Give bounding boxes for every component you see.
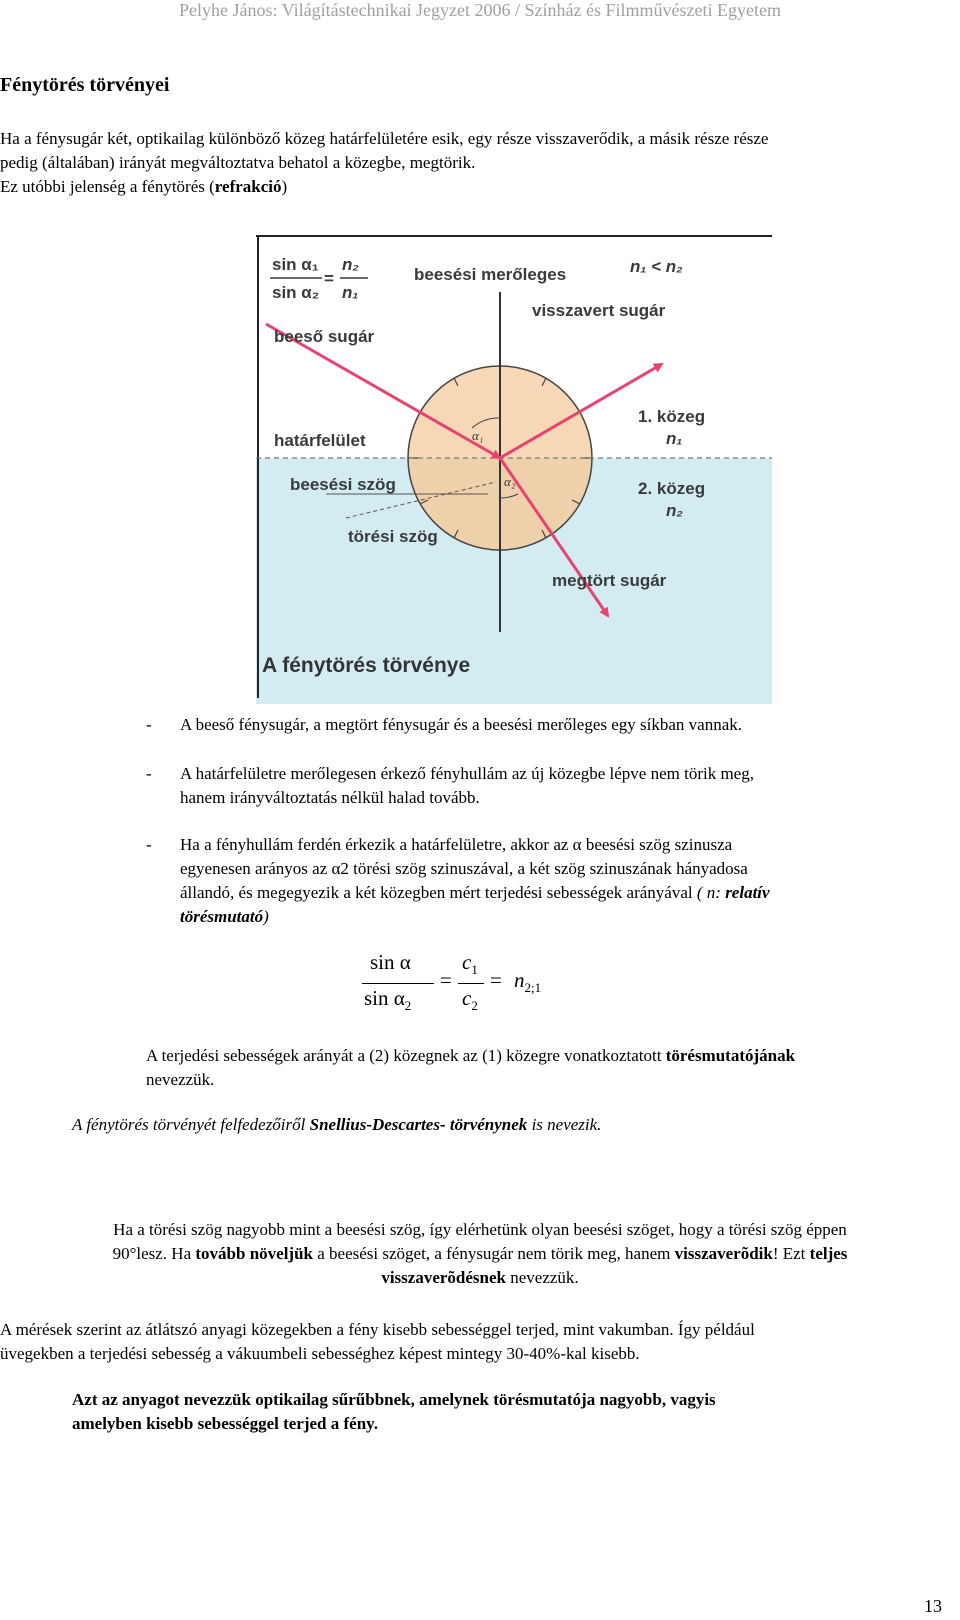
snell-note	[72, 1113, 952, 1137]
intro-line-3	[0, 175, 960, 199]
intro-paragraph	[0, 127, 960, 199]
bullet-3-italic: ( n:	[696, 883, 726, 902]
law-num1: sin α₁	[272, 255, 319, 274]
bullet-dash: -	[146, 715, 152, 734]
speed-ratio-text: A terjedési sebességek arányát a (2) közegnek az (1) közegre vonatkoztatott	[146, 1046, 666, 1065]
total-reflection-line-1: Ha a törési szög nagyobb mint a beesési szög, így elérhetünk olyan beesési szöget, hogy a törési szög éppen	[113, 1220, 847, 1239]
definition-paragraph	[72, 1388, 952, 1436]
bullet-3-line-4	[180, 905, 946, 929]
alpha2-label: α₂	[504, 474, 516, 489]
condition-label: n₁ < n₂	[630, 257, 683, 276]
measurement-paragraph	[0, 1318, 960, 1366]
bullet-3-close: )	[263, 907, 269, 926]
speed-ratio-line-1	[146, 1044, 960, 1068]
bullet-2	[146, 762, 946, 810]
formula-eq-2: =	[490, 968, 502, 992]
refractive-index-bold: törésmutatójának	[665, 1046, 796, 1065]
formula-den-left: $\sin \alpha_2$	[364, 986, 412, 1014]
law-den2: n₁	[342, 283, 359, 302]
formula-result: $n_{2;1}$	[514, 968, 542, 996]
refraction-diagram-svg	[256, 232, 772, 704]
law-den1: sin α₂	[272, 283, 320, 302]
snell-formula	[360, 950, 560, 1024]
normal-label: beesési merőleges	[414, 265, 567, 284]
formula-eq-1: =	[440, 968, 452, 992]
boundary-label: határfelület	[274, 431, 366, 450]
formula-den-right: $c_2$	[462, 986, 478, 1014]
incidence-angle-label: beesési szög	[290, 475, 396, 494]
intro-text: Ez utóbbi jelenség a fénytörés (	[0, 177, 215, 196]
medium2-n: n₂	[666, 501, 683, 520]
refractive-index-term: törésmutató	[180, 907, 264, 926]
total-reflection-line-3: visszaverõdésnek nevezzük.	[381, 1268, 579, 1287]
formula-num-left: sin α	[370, 950, 411, 974]
snell-text: A fénytörés törvényét felfedezőiről	[72, 1115, 310, 1134]
snell-text-end: is nevezik.	[527, 1115, 602, 1134]
intro-line-2: pedig (általában) irányát megváltoztatva behatol a közegbe, megtörik.	[0, 153, 476, 172]
medium2-label: 2. közeg	[638, 479, 706, 498]
measurement-line-2: üvegekben a terjedési sebesség a vákuumbeli sebességhez képest mintegy 30-40%-kal kisebb.	[0, 1344, 640, 1363]
refraction-angle-label: törési szög	[348, 527, 438, 546]
measurement-line-1: A mérések szerint az átlátszó anyagi közegekben a fény kisebb sebességgel terjed, mint vakumban. Így például	[0, 1320, 755, 1339]
intro-line-1: Ha a fénysugár két, optikailag különböző közeg határfelületére esik, egy része visszaverődik, a másik része része	[0, 129, 769, 148]
bullet-1	[146, 713, 946, 737]
speed-ratio-paragraph	[146, 1044, 960, 1092]
refraction-term: refrakció	[214, 177, 282, 196]
intro-text-end: )	[281, 177, 288, 196]
medium1-n: n₁	[666, 429, 683, 448]
snell-law-name: Snellius-Descartes- törvénynek	[309, 1115, 528, 1134]
definition-line-2: amelyben kisebb sebességgel terjed a fény.	[72, 1414, 378, 1433]
incident-ray-label: beeső sugár	[274, 327, 375, 346]
bullet-3-line-2: egyenesen arányos az α2 törési szög szinuszával, a két szög szinuszának hányadosa	[180, 859, 748, 878]
refraction-diagram	[256, 232, 772, 704]
bullet-dash: -	[146, 764, 152, 783]
bullet-1-line-1: A beeső fénysugár, a megtört fénysugár és a beesési merőleges egy síkban vannak.	[180, 715, 743, 734]
speed-ratio-line-2: nevezzük.	[146, 1070, 215, 1089]
alpha1-label: α₁	[472, 428, 484, 443]
figure-caption: A fénytörés törvénye	[262, 654, 471, 677]
bullet-dash: -	[146, 835, 152, 854]
formula-num-right: $c_1$	[462, 950, 478, 978]
bullet-3-bold-italic: relatív	[725, 883, 770, 902]
bullet-3-line-1: Ha a fényhullám ferdén érkezik a határfelületre, akkor az α beesési szög szinusza	[180, 835, 733, 854]
formula-bar-right	[458, 983, 484, 984]
bullet-2-line-1: A határfelületre merőlegesen érkező fényhullám az új közegbe lépve nem törik meg,	[180, 764, 754, 783]
page-header: Pelyhe János: Világítástechnikai Jegyzet 2006 / Színház és Filmművészeti Egyetem	[179, 0, 781, 20]
reflected-ray-label: visszavert sugár	[532, 301, 666, 320]
medium1-label: 1. közeg	[638, 407, 706, 426]
refracted-ray-label: megtört sugár	[552, 571, 667, 590]
bullet-3-line-3-text: állandó, és megegyezik a két közegben mért terjedési sebességek arányával	[180, 883, 693, 902]
page-number: 13	[924, 1596, 942, 1616]
total-reflection-line-2: 90°lesz. Ha tovább növeljük a beesési szöget, a fénysugár nem törik meg, hanem visszaverõdik! Ezt teljes	[112, 1244, 848, 1263]
section-title: Fénytörés törvényei	[0, 74, 170, 96]
bullet-3-line-3	[180, 881, 946, 905]
bullet-3	[146, 833, 946, 929]
definition-line-1: Azt az anyagot nevezzük optikailag sűrűbbnek, amelynek törésmutatója nagyobb, vagyis	[72, 1390, 716, 1409]
law-eq: =	[324, 269, 334, 288]
formula-bar-left	[362, 983, 434, 984]
total-reflection-paragraph	[0, 1218, 960, 1290]
law-num2: n₂	[342, 255, 359, 274]
bullet-2-line-2: hanem irányváltoztatás nélkül halad tovább.	[180, 788, 480, 807]
